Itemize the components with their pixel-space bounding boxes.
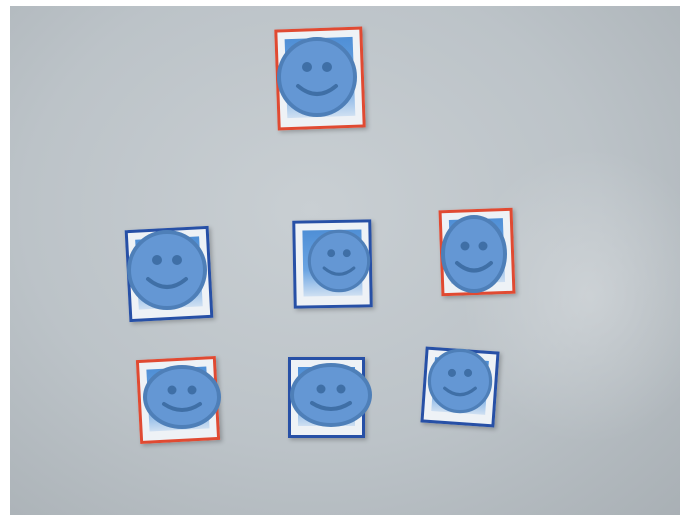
smiley-face-icon (289, 362, 373, 428)
smiley-face-icon (126, 229, 208, 311)
smiley-face-icon (142, 364, 222, 430)
smiley-face-icon (276, 36, 358, 118)
smiley-face-icon (427, 348, 493, 414)
whiteboard (10, 6, 680, 515)
smiley-face-icon (307, 229, 371, 293)
smiley-face-icon (440, 214, 508, 294)
